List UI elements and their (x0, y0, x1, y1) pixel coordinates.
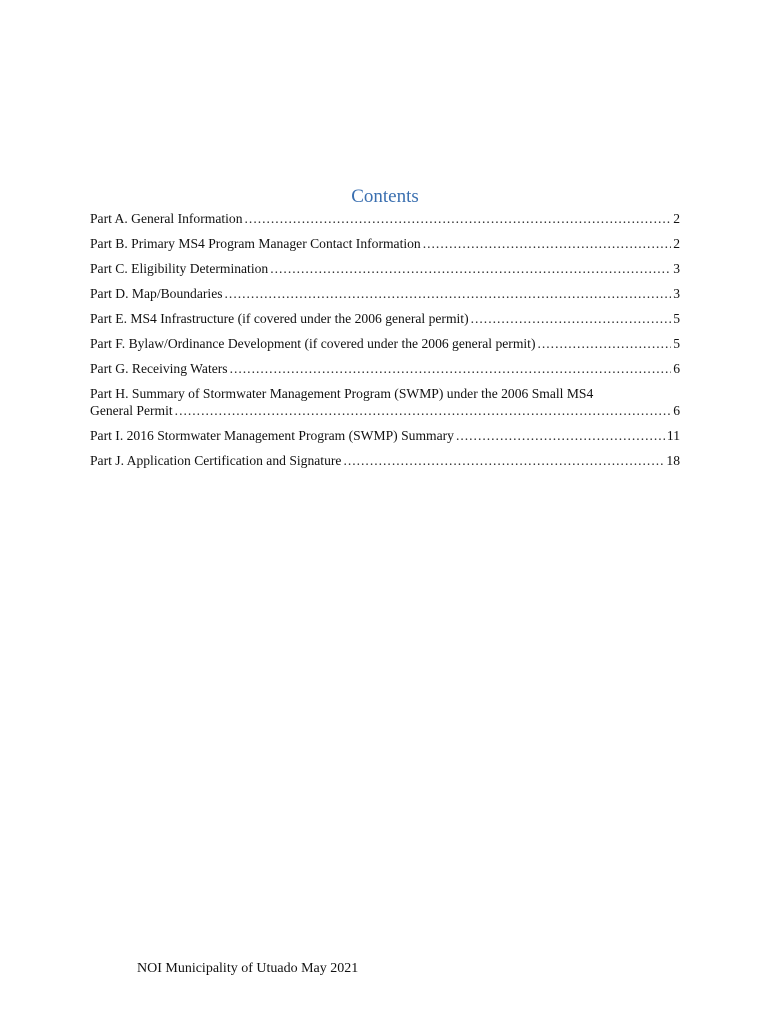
table-of-contents (90, 210, 680, 477)
toc-page-number: 6 (673, 403, 680, 418)
toc-entry-part-i[interactable] (90, 427, 680, 444)
toc-dot-leader (225, 285, 672, 302)
toc-entry-part-h[interactable] (90, 385, 680, 419)
toc-entry-part-e[interactable] (90, 310, 680, 327)
toc-page-number: 2 (673, 236, 680, 251)
toc-dot-leader (456, 427, 665, 444)
toc-entry-label: Part F. Bylaw/Ordinance Development (if covered under the 2006 general permit) (90, 336, 536, 351)
toc-page-number: 3 (673, 286, 680, 301)
toc-entry-label: General Permit (90, 403, 173, 418)
toc-entry-label: Part D. Map/Boundaries (90, 286, 223, 301)
page-footer: NOI Municipality of Utuado May 2021 (137, 961, 359, 976)
toc-entry-label: Part A. General Information (90, 211, 243, 226)
toc-page-number: 11 (666, 428, 680, 443)
toc-entry-part-j[interactable] (90, 452, 680, 469)
toc-entry-label: Part C. Eligibility Determination (90, 261, 269, 276)
toc-entry-label-line1: Part H. Summary of Stormwater Management Program (SWMP) under the 2006 Small MS4 (90, 386, 594, 401)
toc-dot-leader (270, 260, 671, 277)
toc-entry-label: Part E. MS4 Infrastructure (if covered under the 2006 general permit) (90, 311, 469, 326)
toc-dot-leader (343, 452, 664, 469)
toc-entry-label: Part I. 2016 Stormwater Management Program (SWMP) Summary (90, 428, 454, 443)
toc-dot-leader (423, 235, 671, 252)
toc-title: Contents (351, 186, 419, 207)
toc-page-number: 6 (673, 361, 680, 376)
toc-entry-part-c[interactable] (90, 260, 680, 277)
toc-entry-label: Part G. Receiving Waters (90, 361, 228, 376)
toc-entry-part-f[interactable] (90, 335, 680, 352)
toc-page-number: 5 (673, 311, 680, 326)
toc-page-number: 3 (673, 261, 680, 276)
toc-entry-label: Part J. Application Certification and Signature (90, 453, 342, 468)
toc-dot-leader (245, 210, 672, 227)
toc-entry-label: Part B. Primary MS4 Program Manager Contact Information (90, 236, 421, 251)
toc-dot-leader (471, 310, 672, 327)
toc-dot-leader (537, 335, 671, 352)
toc-entry-part-g[interactable] (90, 360, 680, 377)
toc-dot-leader (230, 360, 672, 377)
toc-page-number: 18 (666, 453, 680, 468)
toc-page-number: 5 (673, 336, 680, 351)
toc-page-number: 2 (673, 211, 680, 226)
toc-dot-leader (175, 402, 672, 419)
toc-entry-part-a[interactable] (90, 210, 680, 227)
toc-entry-part-b[interactable] (90, 235, 680, 252)
toc-entry-part-d[interactable] (90, 285, 680, 302)
